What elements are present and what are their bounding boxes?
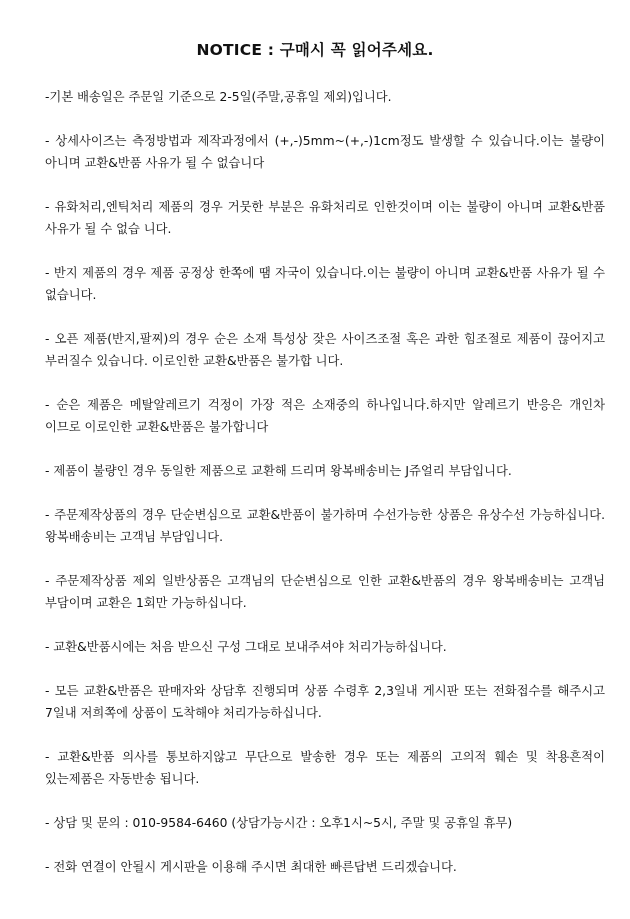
- notice-item-contact: - 상담 및 문의 : 010-9584-6460 (상담가능시간 : 오후1시~5시, 주말 및 공휴일 휴무): [45, 816, 513, 830]
- notice-item-board: - 전화 연결이 안될시 게시판을 이용해 주시면 최대한 빠른답변 드리겠습니다.: [45, 860, 457, 874]
- notice-item-size-tolerance: - 상세사이즈는 측정방법과 제작과정에서 (+,-)5mm~(+,-)1cm정도 발생할 수 있습니다.이는 불량이 아니며 교환&반품 사유가 될 수 없습니다: [45, 134, 605, 170]
- notice-item-delivery: -기본 배송일은 주문일 기준으로 2-5일(주말,공휴일 제외)입니다.: [45, 90, 392, 104]
- notice-item-defect-exchange: - 제품이 불량인 경우 동일한 제품으로 교환해 드리며 왕복배송비는 J쥬얼리 부담입니다.: [45, 464, 512, 478]
- notice-title: NOTICE : 구매시 꼭 읽어주세요.: [196, 41, 434, 59]
- notice-item-return-process: - 모든 교환&반품은 판매자와 상담후 진행되며 상품 수령후 2,3일내 게시판 또는 전화접수를 해주시고 7일내 저희쪽에 상품이 도착해야 처리가능하십니다.: [45, 684, 605, 720]
- notice-item-return-packaging: - 교환&반품시에는 처음 받으신 구성 그대로 보내주셔야 처리가능하십니다.: [45, 640, 447, 654]
- notice-item-general-return: - 주문제작상품 제외 일반상품은 고객님의 단순변심으로 인한 교환&반품의 경우 왕복배송비는 고객님 부담이며 교환은 1회만 가능하십니다.: [45, 574, 605, 610]
- notice-item-oxidation: - 유화처리,엔틱처리 제품의 경우 거뭇한 부분은 유화처리로 인한것이며 이는 불량이 아니며 교환&반품 사유가 될 수 없습 니다.: [45, 200, 605, 236]
- notice-list: [45, 86, 605, 878]
- notice-item-open-products: - 오픈 제품(반지,팔찌)의 경우 순은 소재 특성상 잦은 사이즈조절 혹은 과한 힘조절로 제품이 끊어지고 부러질수 있습니다. 이로인한 교환&반품은 불가합 니다.: [45, 332, 605, 368]
- notice-item-custom-order: - 주문제작상품의 경우 단순변심으로 교환&반품이 불가하며 수선가능한 상품은 유상수선 가능하십니다.왕복배송비는 고객님 부담입니다.: [45, 508, 605, 544]
- notice-item-allergy: - 순은 제품은 메탈알레르기 걱정이 가장 적은 소재중의 하나입니다.하지만 알레르기 반응은 개인차 이므로 이로인한 교환&반품은 불가합니다: [45, 398, 605, 434]
- notice-item-unauthorized-return: - 교환&반품 의사를 통보하지않고 무단으로 발송한 경우 또는 제품의 고의적 훼손 및 착용흔적이 있는제품은 자동반송 됩니다.: [45, 750, 605, 786]
- notice-item-ring-solder: - 반지 제품의 경우 제품 공정상 한쪽에 땜 자국이 있습니다.이는 불량이 아니며 교환&반품 사유가 될 수 없습니다.: [45, 266, 605, 302]
